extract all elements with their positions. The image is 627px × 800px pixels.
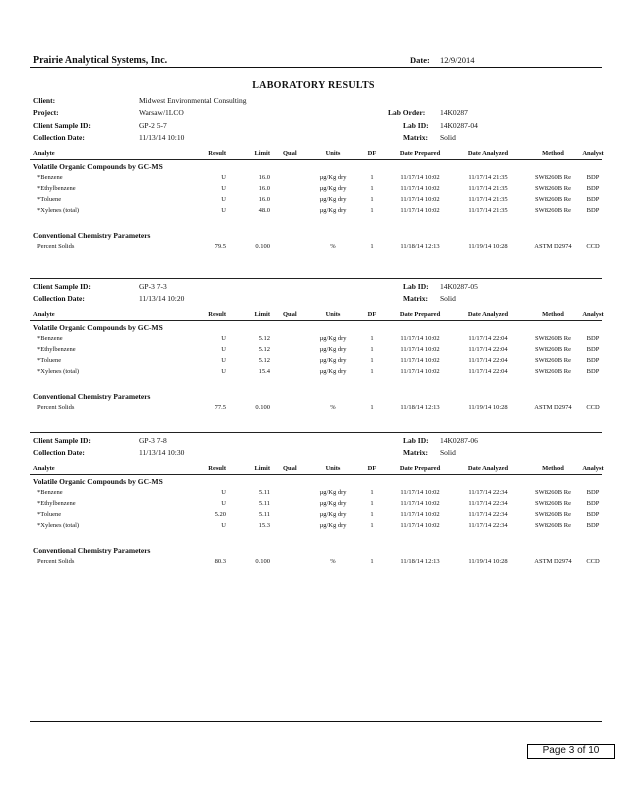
result-cell-method: SW8260B Re (535, 522, 571, 529)
result-cell-prep: 11/18/14 12:13 (400, 243, 440, 250)
date-label: Date: (410, 55, 430, 65)
result-cell-units: µg/Kg dry (319, 174, 347, 181)
lab-id: 14K0287-04 (440, 121, 478, 130)
result-cell-method: SW8260B Re (535, 500, 571, 507)
result-cell-prep: 11/18/14 12:13 (400, 558, 440, 565)
result-cell-units: µg/Kg dry (319, 522, 347, 529)
project-value: Warsaw/1LCO (139, 108, 184, 117)
result-cell-limit: 5.11 (258, 500, 270, 507)
result-cell-df: 1 (370, 522, 374, 529)
result-cell-limit: 16.0 (258, 174, 270, 181)
result-cell-analyzed: 11/19/14 10:28 (468, 404, 508, 411)
column-header-result: Result (208, 150, 226, 157)
result-cell-analyst: BDP (586, 335, 600, 342)
result-cell-limit: 0.100 (255, 243, 270, 250)
lab-order-value: 14K0287 (440, 108, 468, 117)
result-cell-analyst: BDP (586, 489, 600, 496)
matrix: Solid (440, 448, 456, 457)
result-cell-df: 1 (370, 346, 374, 353)
result-cell-analyst: CCD (586, 243, 600, 250)
result-cell-prep: 11/17/14 10:02 (400, 368, 440, 375)
column-header-method: Method (542, 150, 564, 157)
result-cell-units: % (330, 243, 336, 250)
client-value: Midwest Environmental Consulting (139, 96, 247, 105)
result-cell-prep: 11/17/14 10:02 (400, 207, 440, 214)
lab-order-label: Lab Order: (388, 108, 426, 117)
result-cell-limit: 0.100 (255, 404, 270, 411)
column-header-method: Method (542, 465, 564, 472)
result-cell-prep: 11/18/14 12:13 (400, 404, 440, 411)
analyte-name: *Benzene (37, 489, 63, 496)
result-cell-analyst: BDP (586, 207, 600, 214)
result-cell-result: U (221, 185, 226, 192)
lab-id: 14K0287-05 (440, 282, 478, 291)
result-cell-analyzed: 11/17/14 21:35 (468, 196, 508, 203)
group-header-conventional: Conventional Chemistry Parameters (33, 231, 151, 240)
column-header-analyst: Analyst (582, 465, 604, 472)
result-cell-method: SW8260B Re (535, 357, 571, 364)
collection-date-label: Collection Date: (33, 448, 85, 457)
analyte-name: Percent Solids (37, 243, 75, 250)
result-cell-result: U (221, 500, 226, 507)
column-header-result: Result (208, 311, 226, 318)
column-header-result: Result (208, 465, 226, 472)
result-cell-units: µg/Kg dry (319, 368, 347, 375)
result-cell-prep: 11/17/14 10:02 (400, 185, 440, 192)
result-cell-df: 1 (370, 335, 374, 342)
company-name: Prairie Analytical Systems, Inc. (33, 55, 168, 66)
result-cell-prep: 11/17/14 10:02 (400, 196, 440, 203)
analyte-name: Percent Solids (37, 404, 75, 411)
result-cell-method: SW8260B Re (535, 174, 571, 181)
result-cell-method: SW8260B Re (535, 207, 571, 214)
analyte-name: *Ethylbenzene (37, 346, 76, 353)
result-cell-method: ASTM D2974 (534, 404, 572, 411)
column-header-date-prepared: Date Prepared (399, 465, 441, 472)
result-cell-analyst: BDP (586, 511, 600, 518)
column-header-limit: Limit (254, 150, 270, 157)
result-cell-analyzed: 11/17/14 21:35 (468, 207, 508, 214)
result-cell-analyst: CCD (586, 404, 600, 411)
footer-rule (30, 721, 602, 722)
result-cell-units: µg/Kg dry (319, 489, 347, 496)
result-cell-analyst: BDP (586, 174, 600, 181)
result-cell-limit: 5.12 (258, 357, 270, 364)
column-header-rule (30, 320, 602, 321)
result-cell-df: 1 (370, 207, 374, 214)
result-cell-analyst: BDP (586, 196, 600, 203)
result-cell-result: U (221, 368, 226, 375)
column-header-analyst: Analyst (582, 311, 604, 318)
result-cell-analyst: BDP (586, 368, 600, 375)
result-cell-method: SW8260B Re (535, 489, 571, 496)
analyte-name: *Ethylbenzene (37, 500, 76, 507)
result-cell-analyzed: 11/17/14 22:04 (468, 346, 508, 353)
result-cell-analyzed: 11/17/14 21:35 (468, 185, 508, 192)
collection-date: 11/13/14 10:20 (139, 294, 185, 303)
result-cell-units: µg/Kg dry (319, 357, 347, 364)
column-header-method: Method (542, 311, 564, 318)
result-cell-units: µg/Kg dry (319, 500, 347, 507)
result-cell-df: 1 (370, 500, 374, 507)
result-cell-method: SW8260B Re (535, 511, 571, 518)
report-date: 12/9/2014 (440, 55, 475, 65)
result-cell-limit: 15.4 (258, 368, 270, 375)
result-cell-units: % (330, 404, 336, 411)
result-cell-prep: 11/17/14 10:02 (400, 174, 440, 181)
collection-date-label: Collection Date: (33, 294, 85, 303)
result-cell-limit: 48.0 (258, 207, 270, 214)
client-sample-id-label: Client Sample ID: (33, 282, 91, 291)
column-header-date-prepared: Date Prepared (399, 311, 441, 318)
column-header-analyte: Analyte (33, 150, 55, 157)
column-header-qual: Qual (283, 465, 297, 472)
result-cell-analyzed: 11/17/14 22:04 (468, 357, 508, 364)
header-rule (30, 67, 602, 68)
result-cell-analyst: BDP (586, 522, 600, 529)
column-header-analyte: Analyte (33, 465, 55, 472)
result-cell-method: SW8260B Re (535, 196, 571, 203)
result-cell-result: U (221, 196, 226, 203)
result-cell-result: U (221, 489, 226, 496)
client-sample-id-label: Client Sample ID: (33, 436, 91, 445)
matrix-label: Matrix: (403, 448, 428, 457)
result-cell-result: U (221, 335, 226, 342)
result-cell-df: 1 (370, 558, 374, 565)
result-cell-result: 77.5 (214, 404, 226, 411)
result-cell-limit: 5.11 (258, 511, 270, 518)
matrix-label: Matrix: (403, 133, 428, 142)
analyte-name: *Xylenes (total) (37, 207, 80, 214)
analyte-name: *Toluene (37, 511, 62, 518)
collection-date: 11/13/14 10:30 (139, 448, 185, 457)
result-cell-prep: 11/17/14 10:02 (400, 335, 440, 342)
result-cell-df: 1 (370, 489, 374, 496)
sample-separator-rule (30, 432, 602, 433)
column-header-qual: Qual (283, 311, 297, 318)
column-header-limit: Limit (254, 465, 270, 472)
column-header-date-prepared: Date Prepared (399, 150, 441, 157)
result-cell-df: 1 (370, 185, 374, 192)
result-cell-df: 1 (370, 404, 374, 411)
result-cell-units: µg/Kg dry (319, 207, 347, 214)
result-cell-prep: 11/17/14 10:02 (400, 357, 440, 364)
column-header-rule (30, 474, 602, 475)
column-header-analyte: Analyte (33, 311, 55, 318)
result-cell-analyzed: 11/17/14 22:04 (468, 368, 508, 375)
result-cell-analyzed: 11/19/14 10:28 (468, 243, 508, 250)
client-label: Client: (33, 96, 56, 105)
page-number: Page 3 of 10 (542, 745, 600, 756)
result-cell-method: SW8260B Re (535, 368, 571, 375)
client-sample-id: GP-2 5-7 (139, 121, 167, 130)
result-cell-method: SW8260B Re (535, 335, 571, 342)
result-cell-analyst: BDP (586, 185, 600, 192)
result-cell-method: ASTM D2974 (534, 243, 572, 250)
result-cell-limit: 5.12 (258, 346, 270, 353)
result-cell-analyst: BDP (586, 500, 600, 507)
result-cell-df: 1 (370, 368, 374, 375)
page-number-box (527, 744, 615, 759)
result-cell-result: U (221, 357, 226, 364)
result-cell-method: SW8260B Re (535, 346, 571, 353)
result-cell-result: U (221, 346, 226, 353)
column-header-date-analyzed: Date Analyzed (467, 150, 509, 157)
result-cell-analyzed: 11/17/14 22:34 (468, 522, 508, 529)
matrix-label: Matrix: (403, 294, 428, 303)
result-cell-units: µg/Kg dry (319, 511, 347, 518)
column-header-df: DF (367, 311, 377, 318)
analyte-name: *Xylenes (total) (37, 522, 80, 529)
group-header-conventional: Conventional Chemistry Parameters (33, 546, 151, 555)
result-cell-method: ASTM D2974 (534, 558, 572, 565)
result-cell-limit: 15.3 (258, 522, 270, 529)
lab-id-label: Lab ID: (403, 121, 429, 130)
group-header-voc: Volatile Organic Compounds by GC-MS (33, 162, 163, 171)
result-cell-units: µg/Kg dry (319, 196, 347, 203)
result-cell-analyst: BDP (586, 357, 600, 364)
sample-separator-rule (30, 278, 602, 279)
column-header-analyst: Analyst (582, 150, 604, 157)
result-cell-prep: 11/17/14 10:02 (400, 511, 440, 518)
client-sample-id: GP-3 7-3 (139, 282, 167, 291)
result-cell-limit: 5.11 (258, 489, 270, 496)
analyte-name: Percent Solids (37, 558, 75, 565)
result-cell-df: 1 (370, 174, 374, 181)
page-title: LABORATORY RESULTS (252, 80, 375, 91)
group-header-conventional: Conventional Chemistry Parameters (33, 392, 151, 401)
result-cell-analyst: CCD (586, 558, 600, 565)
result-cell-analyzed: 11/17/14 22:34 (468, 500, 508, 507)
column-header-limit: Limit (254, 311, 270, 318)
result-cell-df: 1 (370, 357, 374, 364)
result-cell-df: 1 (370, 511, 374, 518)
analyte-name: *Benzene (37, 335, 63, 342)
result-cell-df: 1 (370, 243, 374, 250)
group-header-voc: Volatile Organic Compounds by GC-MS (33, 477, 163, 486)
result-cell-limit: 5.12 (258, 335, 270, 342)
analyte-name: *Xylenes (total) (37, 368, 80, 375)
result-cell-method: SW8260B Re (535, 185, 571, 192)
result-cell-limit: 16.0 (258, 196, 270, 203)
column-header-qual: Qual (283, 150, 297, 157)
result-cell-analyzed: 11/17/14 21:35 (468, 174, 508, 181)
matrix: Solid (440, 133, 456, 142)
result-cell-units: µg/Kg dry (319, 346, 347, 353)
result-cell-units: µg/Kg dry (319, 335, 347, 342)
result-cell-prep: 11/17/14 10:02 (400, 489, 440, 496)
collection-date: 11/13/14 10:10 (139, 133, 185, 142)
analyte-name: *Toluene (37, 357, 62, 364)
column-header-date-analyzed: Date Analyzed (467, 465, 509, 472)
result-cell-result: U (221, 522, 226, 529)
lab-id: 14K0287-06 (440, 436, 478, 445)
column-header-units: Units (325, 311, 341, 318)
result-cell-limit: 0.100 (255, 558, 270, 565)
result-cell-result: 79.5 (214, 243, 226, 250)
lab-id-label: Lab ID: (403, 282, 429, 291)
client-sample-id-label: Client Sample ID: (33, 121, 91, 130)
result-cell-units: µg/Kg dry (319, 185, 347, 192)
project-label: Project: (33, 108, 59, 117)
result-cell-analyzed: 11/17/14 22:34 (468, 489, 508, 496)
group-header-voc: Volatile Organic Compounds by GC-MS (33, 323, 163, 332)
column-header-df: DF (367, 150, 377, 157)
result-cell-prep: 11/17/14 10:02 (400, 500, 440, 507)
result-cell-result: U (221, 207, 226, 214)
result-cell-units: % (330, 558, 336, 565)
analyte-name: *Ethylbenzene (37, 185, 76, 192)
column-header-units: Units (325, 150, 341, 157)
result-cell-analyzed: 11/17/14 22:04 (468, 335, 508, 342)
result-cell-result: 80.3 (214, 558, 226, 565)
result-cell-analyzed: 11/19/14 10:28 (468, 558, 508, 565)
matrix: Solid (440, 294, 456, 303)
column-header-df: DF (367, 465, 377, 472)
result-cell-result: 5.20 (214, 511, 226, 518)
result-cell-analyzed: 11/17/14 22:34 (468, 511, 508, 518)
analyte-name: *Benzene (37, 174, 63, 181)
collection-date-label: Collection Date: (33, 133, 85, 142)
result-cell-df: 1 (370, 196, 374, 203)
result-cell-result: U (221, 174, 226, 181)
result-cell-limit: 16.0 (258, 185, 270, 192)
result-cell-analyst: BDP (586, 346, 600, 353)
result-cell-prep: 11/17/14 10:02 (400, 346, 440, 353)
client-sample-id: GP-3 7-8 (139, 436, 167, 445)
column-header-rule (30, 159, 602, 160)
column-header-date-analyzed: Date Analyzed (467, 311, 509, 318)
analyte-name: *Toluene (37, 196, 62, 203)
lab-id-label: Lab ID: (403, 436, 429, 445)
column-header-units: Units (325, 465, 341, 472)
result-cell-prep: 11/17/14 10:02 (400, 522, 440, 529)
